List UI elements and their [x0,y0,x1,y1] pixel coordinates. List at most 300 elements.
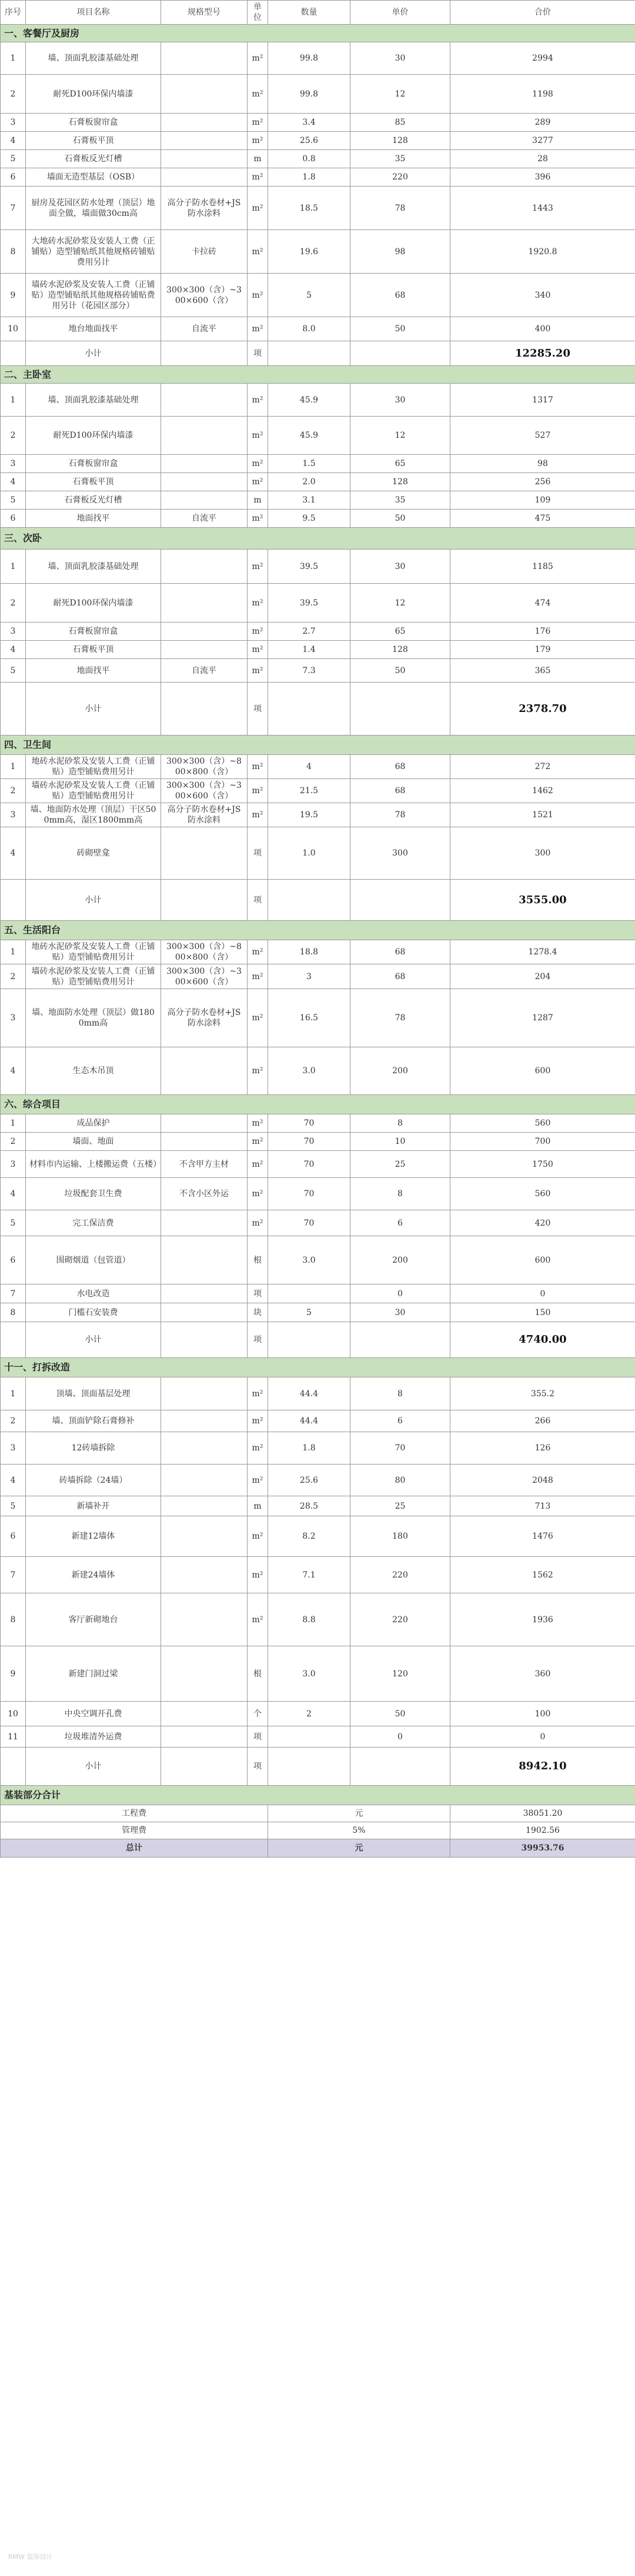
section-title-row [1,528,635,550]
cell-unit: m² [248,964,268,989]
cell-unit: m² [248,584,268,623]
subtotal-blank [1,880,26,921]
cell-spec: 300×300（含）~800×800（含） [161,755,248,779]
cell-unit: m² [248,1516,268,1557]
subtotal-value: 2378.70 [450,683,635,735]
cell-price: 68 [350,274,450,317]
cell-price: 8 [350,1114,450,1133]
cell-unit: m² [248,1114,268,1133]
cell-spec [161,150,248,168]
cell-total: 1198 [450,75,635,114]
subtotal-value: 4740.00 [450,1322,635,1358]
cell-spec: 300×300（含）~300×600（含） [161,964,248,989]
section-title-row [1,366,635,384]
cell-name: 墙、地面防水处理（顶层）做1800mm高 [26,989,161,1047]
table-row [1,1410,635,1432]
cell-spec [161,641,248,659]
cell-no: 4 [1,1178,26,1210]
subtotal-label: 小计 [26,880,161,921]
cell-spec [161,1210,248,1236]
cell-name: 垃圾配套卫生费 [26,1178,161,1210]
cell-price: 30 [350,1303,450,1322]
cell-total: 1936 [450,1593,635,1646]
cell-qty: 1.5 [268,455,350,473]
subtotal-price-blank [350,1748,450,1786]
summary-row [1,1822,635,1839]
table-row [1,491,635,510]
subtotal-qty-blank [268,1748,350,1786]
section-title-row [1,1358,635,1377]
cell-total: 204 [450,964,635,989]
cell-total: 355.2 [450,1377,635,1410]
cell-name: 地台地面找平 [26,317,161,341]
cell-no: 6 [1,1516,26,1557]
cell-price: 25 [350,1496,450,1516]
cell-total: 289 [450,114,635,132]
cell-spec [161,1726,248,1748]
subtotal-price-blank [350,880,450,921]
subtotal-label: 小计 [26,1322,161,1358]
cell-qty: 3 [268,964,350,989]
cell-spec [161,114,248,132]
table-row [1,1496,635,1516]
cell-no: 6 [1,168,26,187]
cell-name: 墙面、地面 [26,1133,161,1151]
cell-spec [161,1114,248,1133]
cell-total: 600 [450,1236,635,1284]
cell-price: 220 [350,1593,450,1646]
cell-unit: m² [248,755,268,779]
cell-qty: 3.1 [268,491,350,510]
cell-qty: 99.8 [268,75,350,114]
cell-price: 35 [350,491,450,510]
cell-qty: 1.0 [268,827,350,880]
cell-total: 126 [450,1432,635,1465]
cell-qty: 5 [268,1303,350,1322]
cell-total: 98 [450,455,635,473]
table-row [1,168,635,187]
cell-name: 厨房及花园区防水处理（顶层）地面全做，墙面做30cm高 [26,187,161,230]
subtotal-unit: 项 [248,683,268,735]
cell-unit: m² [248,623,268,641]
table-row [1,1516,635,1557]
cell-qty: 70 [268,1178,350,1210]
cell-qty: 3.0 [268,1047,350,1095]
cell-unit: m [248,491,268,510]
cell-unit: m² [248,510,268,528]
cell-name: 石膏板反光灯槽 [26,150,161,168]
cell-spec [161,455,248,473]
cell-price: 6 [350,1410,450,1432]
header-row [1,1,635,25]
subtotal-blank [1,1748,26,1786]
cell-total: 474 [450,584,635,623]
cell-qty: 3.4 [268,114,350,132]
table-row [1,75,635,114]
cell-price: 50 [350,659,450,683]
cell-total: 527 [450,417,635,455]
cell-spec: 自流平 [161,659,248,683]
table-row [1,317,635,341]
cell-price: 200 [350,1236,450,1284]
cell-unit: m² [248,42,268,75]
subtotal-label: 小计 [26,683,161,735]
cell-name: 墙砖水泥砂浆及安装人工费（正铺贴）造型铺贴费用另计 [26,964,161,989]
cell-name: 墙、顶面乳胶漆基础处理 [26,384,161,417]
table-row [1,417,635,455]
cell-price: 98 [350,230,450,274]
cell-qty: 44.4 [268,1410,350,1432]
cell-spec [161,1646,248,1702]
cell-name: 地砖水泥砂浆及安装人工费（正铺贴）造型铺贴费用另计 [26,940,161,964]
cell-name: 垃圾堆清外运费 [26,1726,161,1748]
cell-spec [161,491,248,510]
cell-qty: 1.8 [268,168,350,187]
section-title-row [1,1095,635,1114]
cell-qty: 9.5 [268,510,350,528]
cell-spec [161,1557,248,1593]
cell-qty: 0.8 [268,150,350,168]
cell-no: 7 [1,1557,26,1593]
cell-total: 1278.4 [450,940,635,964]
cell-unit: 项 [248,827,268,880]
cell-name: 地面找平 [26,510,161,528]
cell-price: 50 [350,510,450,528]
cell-price: 8 [350,1178,450,1210]
cell-total: 1287 [450,989,635,1047]
cell-spec: 300×300（含）~300×600（含） [161,779,248,803]
cell-name: 成品保护 [26,1114,161,1133]
summary-label: 管理费 [1,1822,268,1839]
cell-spec [161,1702,248,1726]
cell-spec [161,132,248,150]
section-title-row [1,921,635,940]
cell-qty: 16.5 [268,989,350,1047]
cell-price: 30 [350,42,450,75]
cell-spec [161,584,248,623]
cell-unit: m² [248,1151,268,1178]
cell-total: 700 [450,1133,635,1151]
cell-qty: 18.8 [268,940,350,964]
cell-name: 耐死D100环保内墙漆 [26,75,161,114]
subtotal-row [1,341,635,366]
cell-total: 28 [450,150,635,168]
cell-no: 4 [1,132,26,150]
subtotal-spec-blank [161,880,248,921]
cell-name: 墙砖水泥砂浆及安装人工费（正铺贴）造型铺贴纸其他规格砖铺贴费用另计（花园区部分） [26,274,161,317]
cell-no: 1 [1,755,26,779]
subtotal-price-blank [350,341,450,366]
cell-no: 8 [1,230,26,274]
cell-name: 地砖水泥砂浆及安装人工费（正铺贴）造型铺贴费用另计 [26,755,161,779]
section-title: 六、综合项目 [1,1095,635,1114]
table-row [1,1557,635,1593]
cell-no: 10 [1,317,26,341]
cell-price: 0 [350,1726,450,1748]
cell-unit: m² [248,1593,268,1646]
cell-price: 80 [350,1465,450,1496]
cell-spec: 高分子防水卷材+JS防水涂料 [161,803,248,827]
cell-spec [161,1516,248,1557]
cell-spec [161,168,248,187]
cell-price: 128 [350,473,450,491]
cell-no: 1 [1,940,26,964]
cell-no: 4 [1,1465,26,1496]
cell-no: 4 [1,1047,26,1095]
cell-total: 1462 [450,779,635,803]
cell-price: 0 [350,1284,450,1303]
cell-total: 0 [450,1284,635,1303]
cell-name: 水电改造 [26,1284,161,1303]
cell-name: 新建12墙体 [26,1516,161,1557]
summary-row [1,1805,635,1822]
section-title-row [1,735,635,755]
cell-spec: 高分子防水卷材+JS防水涂料 [161,989,248,1047]
cell-spec [161,1377,248,1410]
cell-spec [161,42,248,75]
cell-no: 2 [1,1133,26,1151]
cell-price: 200 [350,1047,450,1095]
subtotal-spec-blank [161,1322,248,1358]
table-row [1,964,635,989]
table-row [1,641,635,659]
cell-name: 墙、地面防水处理（顶层）干区500mm高，湿区1800mm高 [26,803,161,827]
subtotal-value: 12285.20 [450,341,635,366]
cell-spec: 300×300（含）~800×800（含） [161,940,248,964]
cell-unit: m² [248,1178,268,1210]
subtotal-blank [1,341,26,366]
table-row [1,1726,635,1748]
cell-unit: m² [248,641,268,659]
cell-name: 墙、顶面乳胶漆基础处理 [26,550,161,584]
subtotal-unit: 项 [248,1322,268,1358]
cell-name: 新墙补开 [26,1496,161,1516]
cell-total: 179 [450,641,635,659]
cell-total: 560 [450,1178,635,1210]
cell-unit: m² [248,1047,268,1095]
cell-total: 475 [450,510,635,528]
cell-price: 30 [350,550,450,584]
subtotal-price-blank [350,683,450,735]
cell-qty: 1.4 [268,641,350,659]
cell-name: 大地砖水泥砂浆及安装人工费（正铺贴）造型铺贴纸其他规格砖铺贴费用另计 [26,230,161,274]
cell-price: 30 [350,384,450,417]
section-title: 四、卫生间 [1,735,635,755]
cell-no: 4 [1,473,26,491]
cell-no: 1 [1,1114,26,1133]
quote-table-body [1,1,635,1858]
cell-price: 12 [350,417,450,455]
cell-qty [268,1284,350,1303]
summary-row [1,1839,635,1858]
table-row [1,1178,635,1210]
cell-no: 4 [1,641,26,659]
cell-no: 7 [1,1284,26,1303]
table-row [1,755,635,779]
cell-spec [161,1284,248,1303]
cell-unit: m² [248,1432,268,1465]
cell-qty: 28.5 [268,1496,350,1516]
cell-name: 材料市内运输、上楼搬运费（五楼） [26,1151,161,1178]
table-row [1,827,635,880]
section-title: 一、客餐厅及厨房 [1,25,635,42]
cell-price: 220 [350,1557,450,1593]
cell-no: 2 [1,417,26,455]
cell-price: 6 [350,1210,450,1236]
cell-price: 35 [350,150,450,168]
cell-name: 石膏板窗帘盒 [26,623,161,641]
header-price: 单价 [350,1,450,25]
cell-name: 石膏板反光灯槽 [26,491,161,510]
cell-unit: 项 [248,1726,268,1748]
cell-spec: 自流平 [161,510,248,528]
cell-name: 顶墙、顶面基层处理 [26,1377,161,1410]
summary-unit: 5% [268,1822,450,1839]
cell-name: 墙砖水泥砂浆及安装人工费（正铺贴）造型铺贴费用另计 [26,779,161,803]
cell-spec: 自流平 [161,317,248,341]
cell-unit: m² [248,550,268,584]
cell-unit: m² [248,132,268,150]
watermark-text: RMW 装饰设计 [8,2553,53,2561]
cell-unit: 根 [248,1646,268,1702]
cell-price: 12 [350,75,450,114]
summary-total: 39953.76 [450,1839,635,1858]
cell-no: 8 [1,1593,26,1646]
header-qty: 数量 [268,1,350,25]
cell-qty: 39.5 [268,584,350,623]
cell-unit: m² [248,1465,268,1496]
cell-unit: m² [248,1133,268,1151]
table-row [1,455,635,473]
subtotal-row [1,1322,635,1358]
cell-no: 5 [1,150,26,168]
cell-spec [161,473,248,491]
cell-unit: 项 [248,1284,268,1303]
subtotal-qty-blank [268,683,350,735]
cell-spec: 300×300（含）~300×600（含） [161,274,248,317]
cell-spec [161,623,248,641]
cell-name: 石膏板窗帘盒 [26,114,161,132]
cell-qty [268,1726,350,1748]
cell-qty: 4 [268,755,350,779]
table-row [1,1284,635,1303]
cell-price: 78 [350,989,450,1047]
header-total: 合价 [450,1,635,25]
cell-qty: 45.9 [268,417,350,455]
cell-price: 10 [350,1133,450,1151]
cell-name: 墙面无造型基层（OSB） [26,168,161,187]
cell-spec: 高分子防水卷材+JS防水涂料 [161,187,248,230]
cell-name: 新建门洞过梁 [26,1646,161,1702]
subtotal-value: 8942.10 [450,1748,635,1786]
cell-total: 100 [450,1702,635,1726]
cell-unit: m² [248,274,268,317]
cell-price: 68 [350,755,450,779]
table-row [1,940,635,964]
cell-qty: 70 [268,1133,350,1151]
cell-name: 围砌烟道（包管道） [26,1236,161,1284]
cell-name: 墙、顶面乳胶漆基础处理 [26,42,161,75]
cell-price: 180 [350,1516,450,1557]
cell-unit: 块 [248,1303,268,1322]
cell-no: 2 [1,75,26,114]
cell-qty: 39.5 [268,550,350,584]
subtotal-row [1,1748,635,1786]
cell-spec [161,75,248,114]
cell-name: 12砖墙拆除 [26,1432,161,1465]
section-title: 十一、打拆改造 [1,1358,635,1377]
cell-qty: 18.5 [268,187,350,230]
cell-qty: 7.3 [268,659,350,683]
cell-qty: 2.7 [268,623,350,641]
cell-price: 25 [350,1151,450,1178]
cell-unit: m² [248,1210,268,1236]
cell-total: 1920.8 [450,230,635,274]
section-title: 三、次卧 [1,528,635,550]
cell-qty: 8.2 [268,1516,350,1557]
cell-price: 8 [350,1377,450,1410]
cell-qty: 19.6 [268,230,350,274]
cell-no: 7 [1,187,26,230]
table-row [1,1432,635,1465]
cell-no: 1 [1,1377,26,1410]
cell-no: 1 [1,550,26,584]
cell-total: 109 [450,491,635,510]
cell-price: 65 [350,455,450,473]
subtotal-spec-blank [161,1748,248,1786]
cell-unit: m² [248,114,268,132]
cell-price: 68 [350,779,450,803]
table-row [1,1133,635,1151]
header-no: 序号 [1,1,26,25]
table-row [1,384,635,417]
cell-price: 68 [350,940,450,964]
cell-qty: 7.1 [268,1557,350,1593]
table-row [1,1377,635,1410]
cell-name: 砖砌壁龛 [26,827,161,880]
cell-price: 300 [350,827,450,880]
cell-price: 78 [350,803,450,827]
cell-no: 3 [1,455,26,473]
cell-no: 1 [1,384,26,417]
cell-total: 2994 [450,42,635,75]
cell-unit: m² [248,659,268,683]
cell-spec [161,1593,248,1646]
cell-no: 10 [1,1702,26,1726]
table-row [1,230,635,274]
cell-name: 耐死D100环保内墙漆 [26,584,161,623]
subtotal-row [1,880,635,921]
table-row [1,1465,635,1496]
cell-no: 5 [1,1496,26,1516]
table-row [1,1702,635,1726]
cell-no: 3 [1,114,26,132]
cell-total: 1317 [450,384,635,417]
cell-qty: 70 [268,1151,350,1178]
cell-name: 完工保洁费 [26,1210,161,1236]
cell-no: 2 [1,964,26,989]
table-row [1,114,635,132]
cell-unit: m [248,150,268,168]
cell-total: 420 [450,1210,635,1236]
summary-label: 工程费 [1,1805,268,1822]
cell-unit: m² [248,317,268,341]
cell-no: 2 [1,779,26,803]
cell-no: 4 [1,827,26,880]
cell-qty: 25.6 [268,1465,350,1496]
cell-name: 中央空调开孔费 [26,1702,161,1726]
cell-no: 5 [1,491,26,510]
